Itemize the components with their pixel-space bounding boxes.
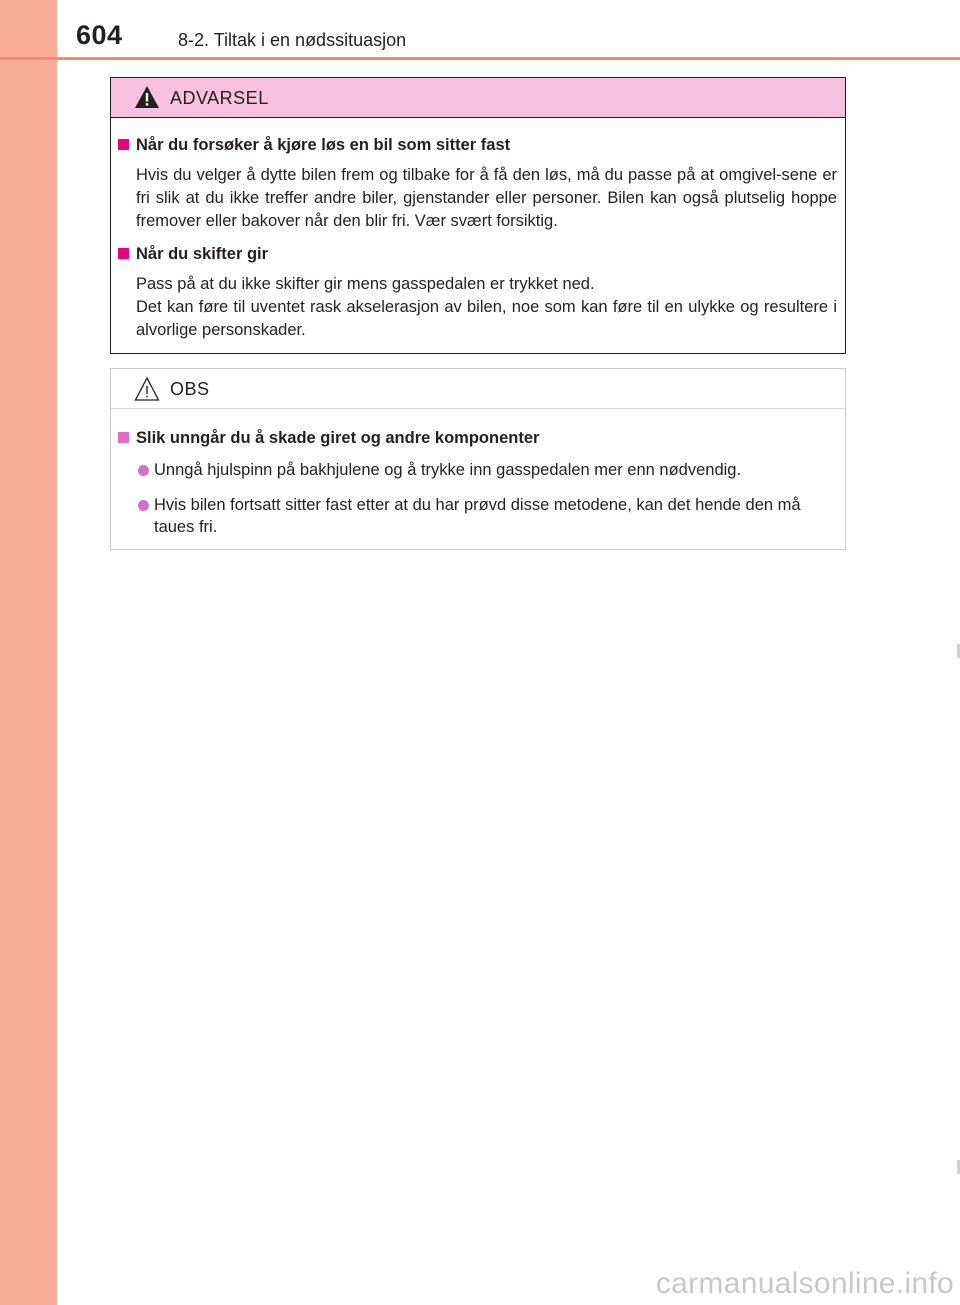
round-bullet-icon (138, 500, 149, 511)
notice-bullet-1-text: Unngå hjulspinn på bakhjulene og å trykke inn gasspedalen mer enn nødvendig. (154, 461, 742, 479)
round-bullet-icon (138, 465, 149, 476)
square-bullet-icon (118, 248, 129, 259)
notice-header (111, 369, 845, 409)
warning-gear-line1: Pass på at du ikke skifter gir mens gasspedalen er trykket ned. (136, 275, 595, 293)
warning-paragraph-gear (118, 273, 837, 342)
notice-label: OBS (170, 379, 210, 399)
watermark: carmanualsonline.info (655, 1267, 954, 1300)
warning-heading-gear-text: Når du skifter gir (136, 245, 269, 263)
warning-heading-gear (118, 243, 837, 265)
warning-heading-stuck (118, 134, 837, 156)
warning-box (110, 77, 846, 354)
notice-box (110, 368, 846, 550)
side-color-band (0, 0, 57, 1305)
warning-body (111, 118, 845, 342)
notice-body (111, 409, 845, 538)
square-bullet-icon (118, 432, 129, 443)
square-bullet-icon (118, 139, 129, 150)
warning-label: ADVARSEL (170, 88, 269, 108)
warning-header (111, 78, 845, 118)
page-number: 604 (76, 20, 123, 50)
caution-outline-icon (134, 376, 160, 402)
warning-triangle-icon (134, 85, 160, 109)
warning-paragraph-stuck: Hvis du velger å dytte bilen frem og tilbake for å få den løs, må du passe på at omgivel-sene er fri slik at du ikke treffer andre biler, gjenstander eller personer. Bilen kan også plutselig hoppe fremover eller bakover når den blir fri. Vær svært forsiktig. (136, 166, 837, 230)
notice-bullet-1 (118, 459, 837, 481)
warning-gear-line2: Det kan føre til uventet rask akselerasjon av bilen, noe som kan føre til en ulykke og resultere i alvorlige personskader. (136, 298, 837, 339)
section-title: 8-2. Tiltak i en nødssituasjon (178, 30, 407, 50)
header-rule (0, 57, 960, 60)
notice-bullet-2-text: Hvis bilen fortsatt sitter fast etter at du har prøvd disse metodene, kan det hende den må taues fri. (154, 496, 801, 536)
notice-bullet-2 (118, 494, 837, 538)
notice-heading (118, 427, 837, 449)
warning-heading-stuck-text: Når du forsøker å kjøre løs en bil som sitter fast (136, 136, 511, 154)
notice-heading-text: Slik unngår du å skade giret og andre komponenter (136, 429, 540, 447)
